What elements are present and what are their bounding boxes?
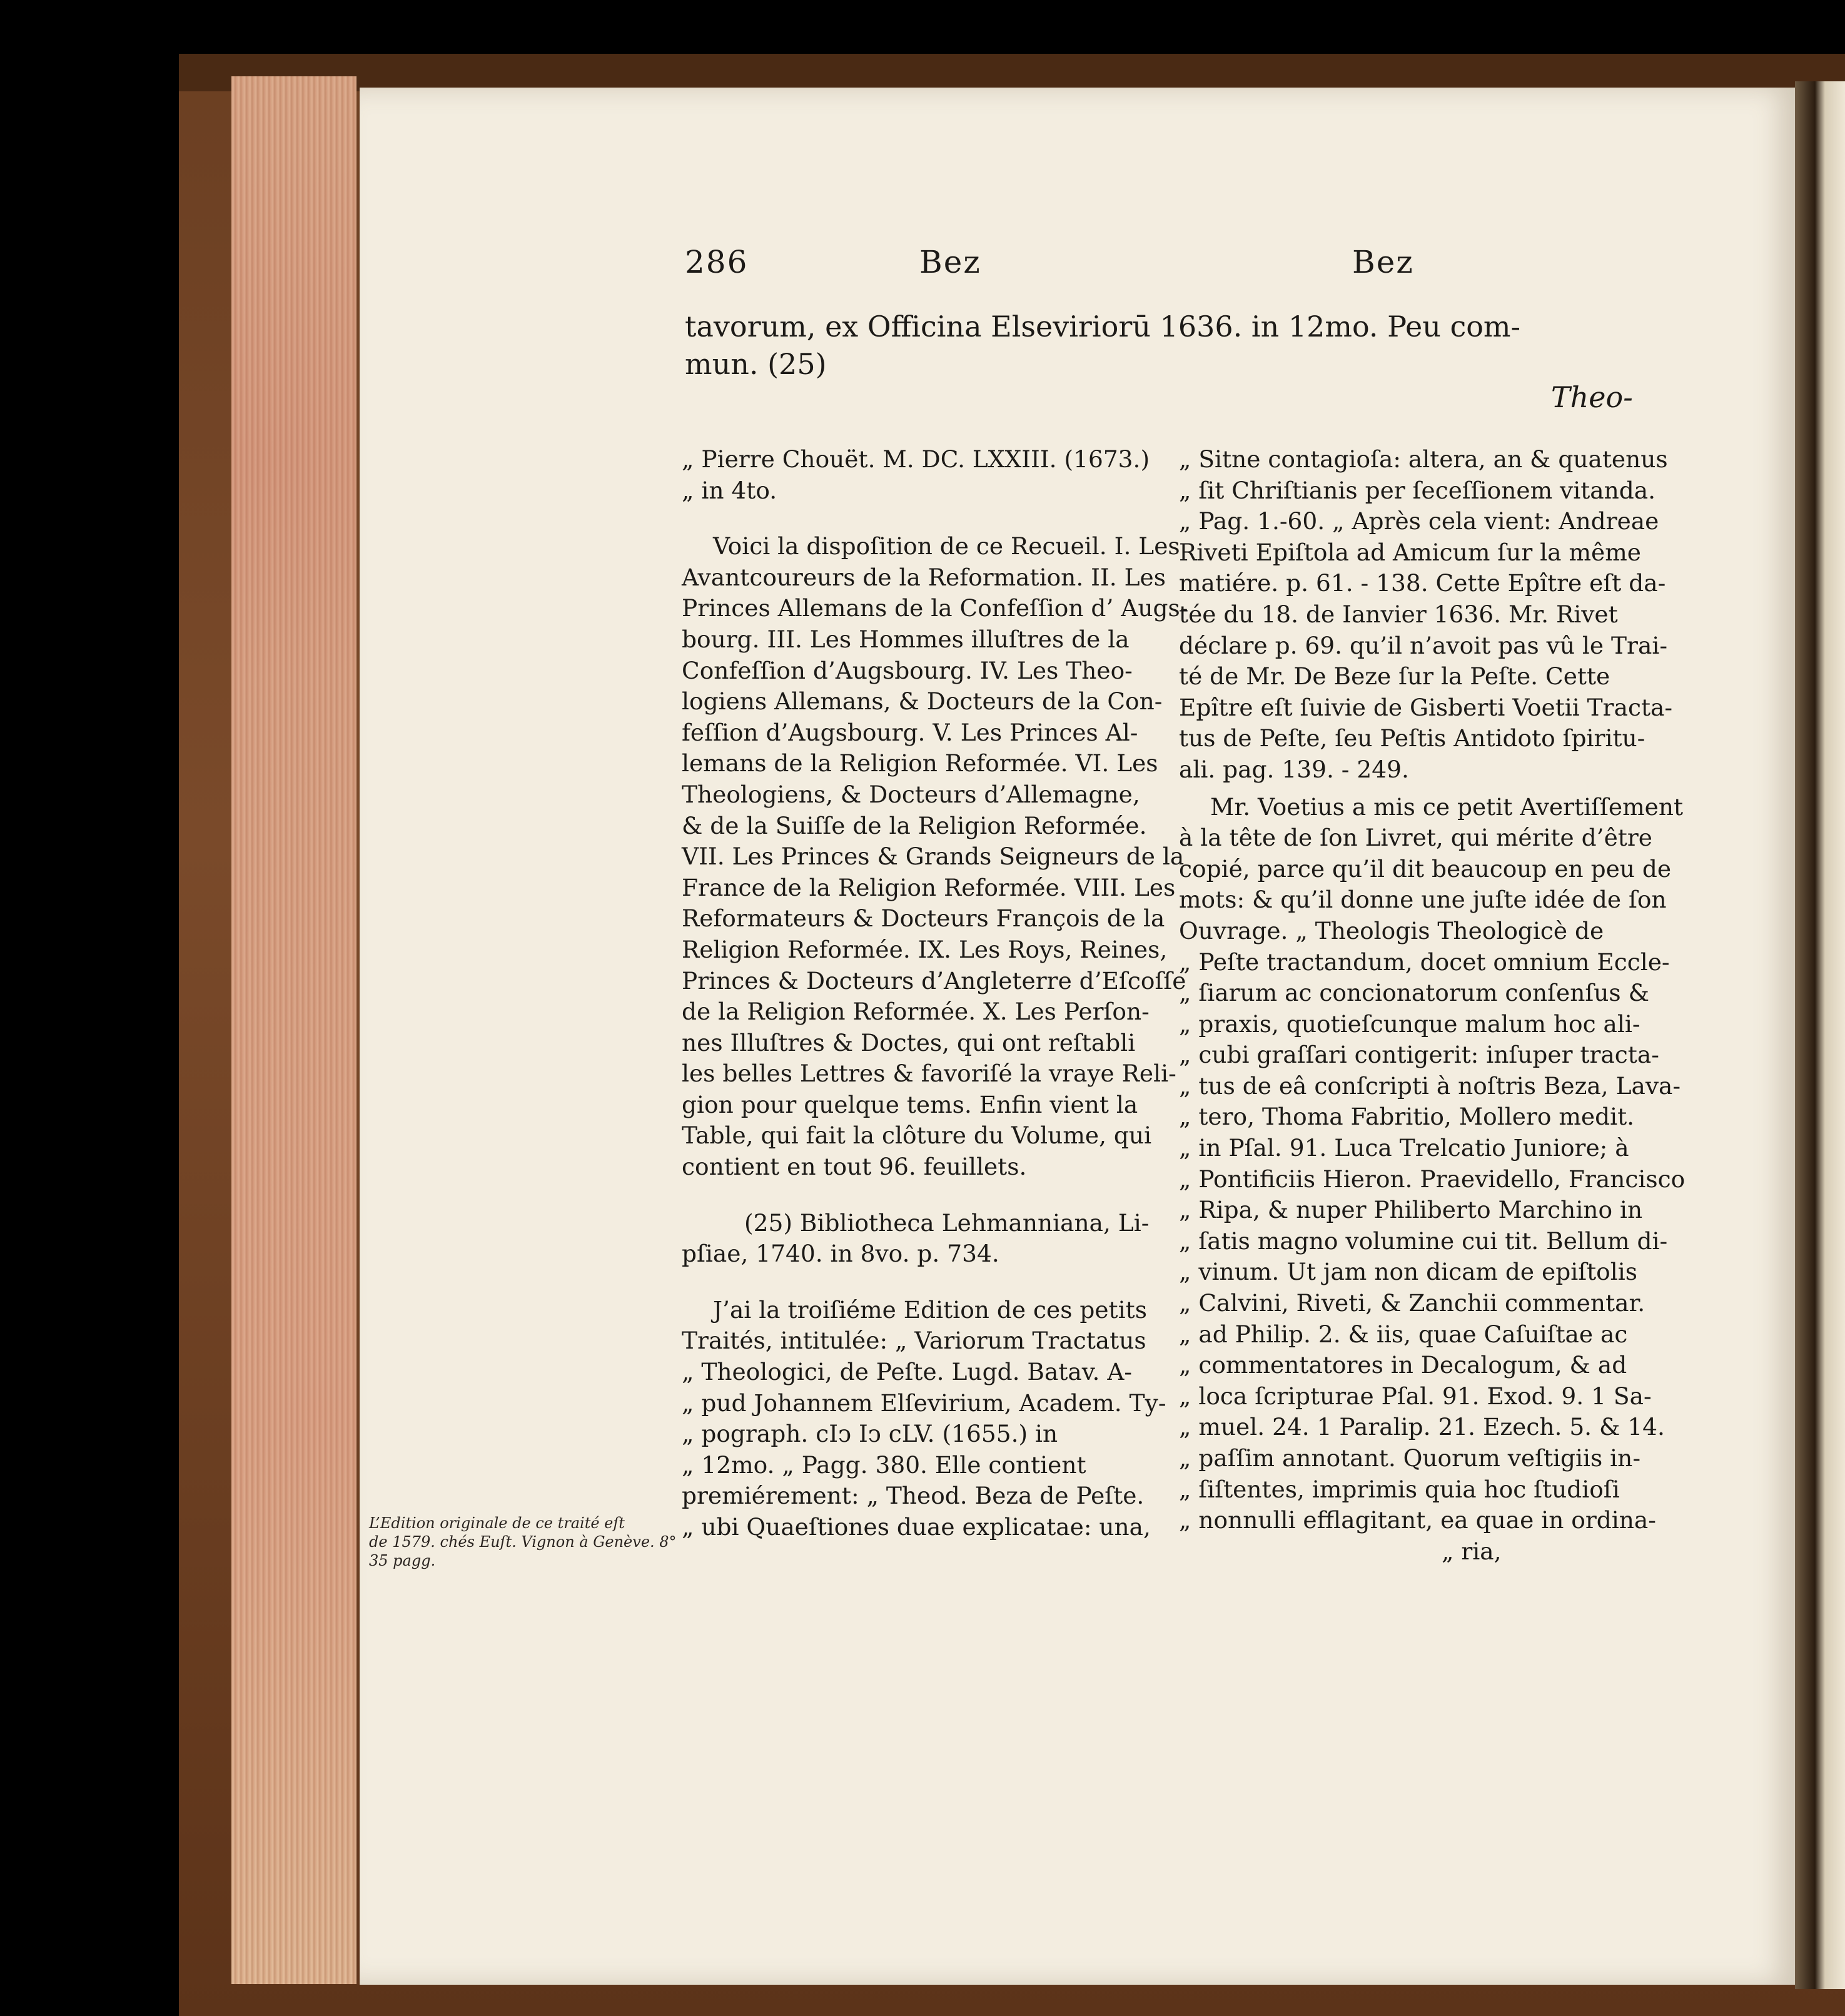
right-b2-line: „ muel. 24. 1 Paralip. 21. Ezech. 5. & 14. — [1179, 1413, 1665, 1441]
left-b2-line: Princes Allemans de la Confeſſion d’ Augs- — [682, 594, 1188, 622]
right-b2-line: „ loca ſcripturae Pſal. 91. Exod. 9. 1 Sa- — [1179, 1382, 1652, 1410]
left-b4-line: „ 12mo. „ Pagg. 380. Elle contient — [682, 1451, 1086, 1479]
left-b2-line: Avantcoureurs de la Reformation. II. Les — [682, 563, 1166, 591]
catchword-top: Theo- — [1551, 380, 1633, 414]
left-b4-line: Traités, intitulée: „ Variorum Tractatus — [682, 1327, 1146, 1355]
right-b1-line: tus de Peſte, ſeu Peſtis Antidoto ſpiritu- — [1179, 724, 1645, 752]
right-b2-line: Ouvrage. „ Theologis Theologicè de — [1179, 916, 1604, 945]
left-b2-line: feſſion d’Augsbourg. V. Les Princes Al- — [682, 718, 1138, 746]
right-b1-line: „ Sitne contagioſa: altera, an & quatenus — [1179, 445, 1668, 473]
page-number: 286 — [685, 244, 749, 280]
left-b2-line: France de la Religion Reformée. VIII. Les — [682, 873, 1176, 901]
book-cover-top — [179, 54, 1845, 91]
right-b2-line: „ Pontificiis Hieron. Praevidello, Francisco — [1179, 1165, 1686, 1193]
left-b2-line: contient en tout 96. feuillets. — [682, 1153, 1027, 1181]
marginal-note-line: 35 pagg. — [369, 1552, 436, 1569]
marginal-note-line: de 1579. chés Euſt. Vignon à Genève. 8° — [369, 1533, 677, 1551]
left-b3-line: pſiae, 1740. in 8vo. p. 734. — [682, 1240, 999, 1268]
right-b1-line: ali. pag. 139. - 249. — [1179, 755, 1409, 783]
right-b2-line: Mr. Voetius a mis ce petit Avertiſſement — [1210, 793, 1684, 821]
left-b1-line: „ Pierre Chouët. M. DC. LXXIII. (1673.) — [682, 445, 1150, 473]
right-b2-line: „ ſiarum ac concionatorum conſenſus & — [1179, 979, 1649, 1007]
right-b2-line: „ ad Philip. 2. & iis, quae Caſuiſtae ac — [1179, 1320, 1628, 1348]
right-b2-line: „ in Pſal. 91. Luca Trelcatio Juniore; à — [1179, 1134, 1629, 1162]
right-b1-line: „ ſit Chriſtianis per ſeceſſionem vitanda. — [1179, 476, 1656, 504]
left-b2-line: Theologiens, & Docteurs d’Allemagne, — [682, 780, 1140, 808]
right-b1-line: déclare p. 69. qu’il n’avoit pas vû le Trai- — [1179, 631, 1667, 659]
right-b2-line: „ ſatis magno volumine cui tit. Bellum di- — [1179, 1227, 1668, 1255]
right-b1-line: Riveti Epiſtola ad Amicum ſur la même — [1179, 538, 1641, 566]
right-b2-line: „ cubi graſſari contigerit: inſuper tracta- — [1179, 1041, 1659, 1069]
left-b1-line: „ in 4to. — [682, 476, 777, 504]
right-b2-line: „ paſſim annotant. Quorum veſtigiis in- — [1179, 1444, 1640, 1472]
left-b4-line: premiérement: „ Theod. Beza de Peſte. — [682, 1482, 1145, 1510]
right-b2-line: „ tero, Thoma Fabritio, Mollero medit. — [1179, 1103, 1635, 1131]
left-b2-line: Table, qui fait la clôture du Volume, qui — [682, 1122, 1152, 1150]
left-b4-line: „ ubi Quaeſtiones duae explicatae: una, — [682, 1513, 1151, 1541]
left-b2-line: les belles Lettres & favoriſé la vraye Reli- — [682, 1060, 1176, 1088]
left-b2-line: Voici la dispoſition de ce Recueil. I. Les — [713, 532, 1180, 560]
left-b2-line: nes Illuſtres & Doctes, qui ont reſtabli — [682, 1028, 1136, 1056]
left-column — [682, 444, 1188, 1543]
left-b4-line: J’ai la troiſiéme Edition de ces petits — [713, 1295, 1147, 1324]
catchword-bottom: „ ria, — [1442, 1537, 1502, 1565]
right-b2-line: à la tête de ſon Livret, qui mérite d’être — [1179, 824, 1652, 852]
right-b2-line: „ praxis, quotieſcunque malum hoc ali- — [1179, 1010, 1640, 1038]
book-gutter — [1795, 81, 1845, 1989]
marginal-note-line: L’Edition originale de ce traité eſt — [369, 1514, 625, 1532]
right-b2-line: „ tus de eâ conſcripti à noſtris Beza, Lava- — [1179, 1071, 1681, 1100]
running-head-right: Bez — [1352, 244, 1414, 280]
right-b1-line: „ Pag. 1.-60. „ Après cela vient: Andreae — [1179, 507, 1659, 535]
left-b3-line: (25) Bibliotheca Lehmanniana, Li- — [744, 1208, 1150, 1237]
right-b2-line: mots: & qu’il donne une juſte idée de ſon — [1179, 886, 1667, 914]
top-line-2: mun. (25) — [685, 347, 827, 381]
right-b2-line: „ commentatores in Decalogum, & ad — [1179, 1351, 1627, 1379]
page-edges — [231, 76, 356, 1984]
left-b2-line: Reformateurs & Docteurs François de la — [682, 904, 1165, 933]
right-b2-line: „ vinum. Ut jam non dicam de epiſtolis — [1179, 1258, 1637, 1286]
left-b2-line: Confeſſion d’Augsbourg. IV. Les Theo- — [682, 656, 1133, 684]
right-b2-line: „ Ripa, & nuper Philiberto Marchino in — [1179, 1196, 1643, 1224]
right-b1-line: matiére. p. 61. - 138. Cette Epître eſt da- — [1179, 569, 1666, 597]
left-b2-line: bourg. III. Les Hommes illuſtres de la — [682, 625, 1130, 653]
right-b1-line: té de Mr. De Beze ſur la Peſte. Cette — [1179, 662, 1610, 691]
top-line-1: tavorum, ex Officina Elseviriorū 1636. in 12mo. Peu com- — [685, 310, 1521, 343]
left-b2-line: & de la Suiſſe de la Religion Reformée. — [682, 811, 1147, 839]
left-b2-line: de la Religion Reformée. X. Les Perſon- — [682, 998, 1150, 1026]
right-b2-line: „ Peſte tractandum, docet omnium Eccle- — [1179, 948, 1670, 976]
left-b2-line: logiens Allemans, & Docteurs de la Con- — [682, 687, 1163, 716]
left-b2-line: VII. Les Princes & Grands Seigneurs de la — [682, 843, 1185, 871]
left-b2-line: gion pour quelque tems. Enfin vient la — [682, 1090, 1138, 1118]
right-b2-line: „ nonnulli efflagitant, ea quae in ordina- — [1179, 1506, 1656, 1534]
left-b2-line: lemans de la Religion Reformée. VI. Les — [682, 749, 1158, 778]
right-b2-line: copié, parce qu’il dit beaucoup en peu de — [1179, 854, 1672, 883]
right-column — [1179, 444, 1685, 1567]
right-b1-line: Epître eſt ſuivie de Gisberti Voetii Tracta- — [1179, 693, 1673, 721]
left-b4-line: „ pud Johannem Elſevirium, Academ. Ty- — [682, 1389, 1166, 1417]
left-b4-line: „ Theologici, de Peſte. Lugd. Batav. A- — [682, 1358, 1133, 1386]
right-b1-line: tée du 18. de Ianvier 1636. Mr. Rivet — [1179, 600, 1618, 628]
left-b4-line: „ pograph. cIↄ Iↄ cLV. (1655.) in — [682, 1420, 1058, 1448]
right-b2-line: „ ſiſtentes, imprimis quia hoc ſtudioſi — [1179, 1475, 1620, 1503]
running-head-left: Bez — [919, 244, 981, 280]
left-b2-line: Princes & Docteurs d’Angleterre d’Eſcoſſe — [682, 966, 1186, 995]
right-b2-line: „ Calvini, Riveti, & Zanchii commentar. — [1179, 1289, 1645, 1317]
left-b2-line: Religion Reformée. IX. Les Roys, Reines, — [682, 935, 1168, 963]
handwritten-marginal-note — [369, 1514, 677, 1570]
